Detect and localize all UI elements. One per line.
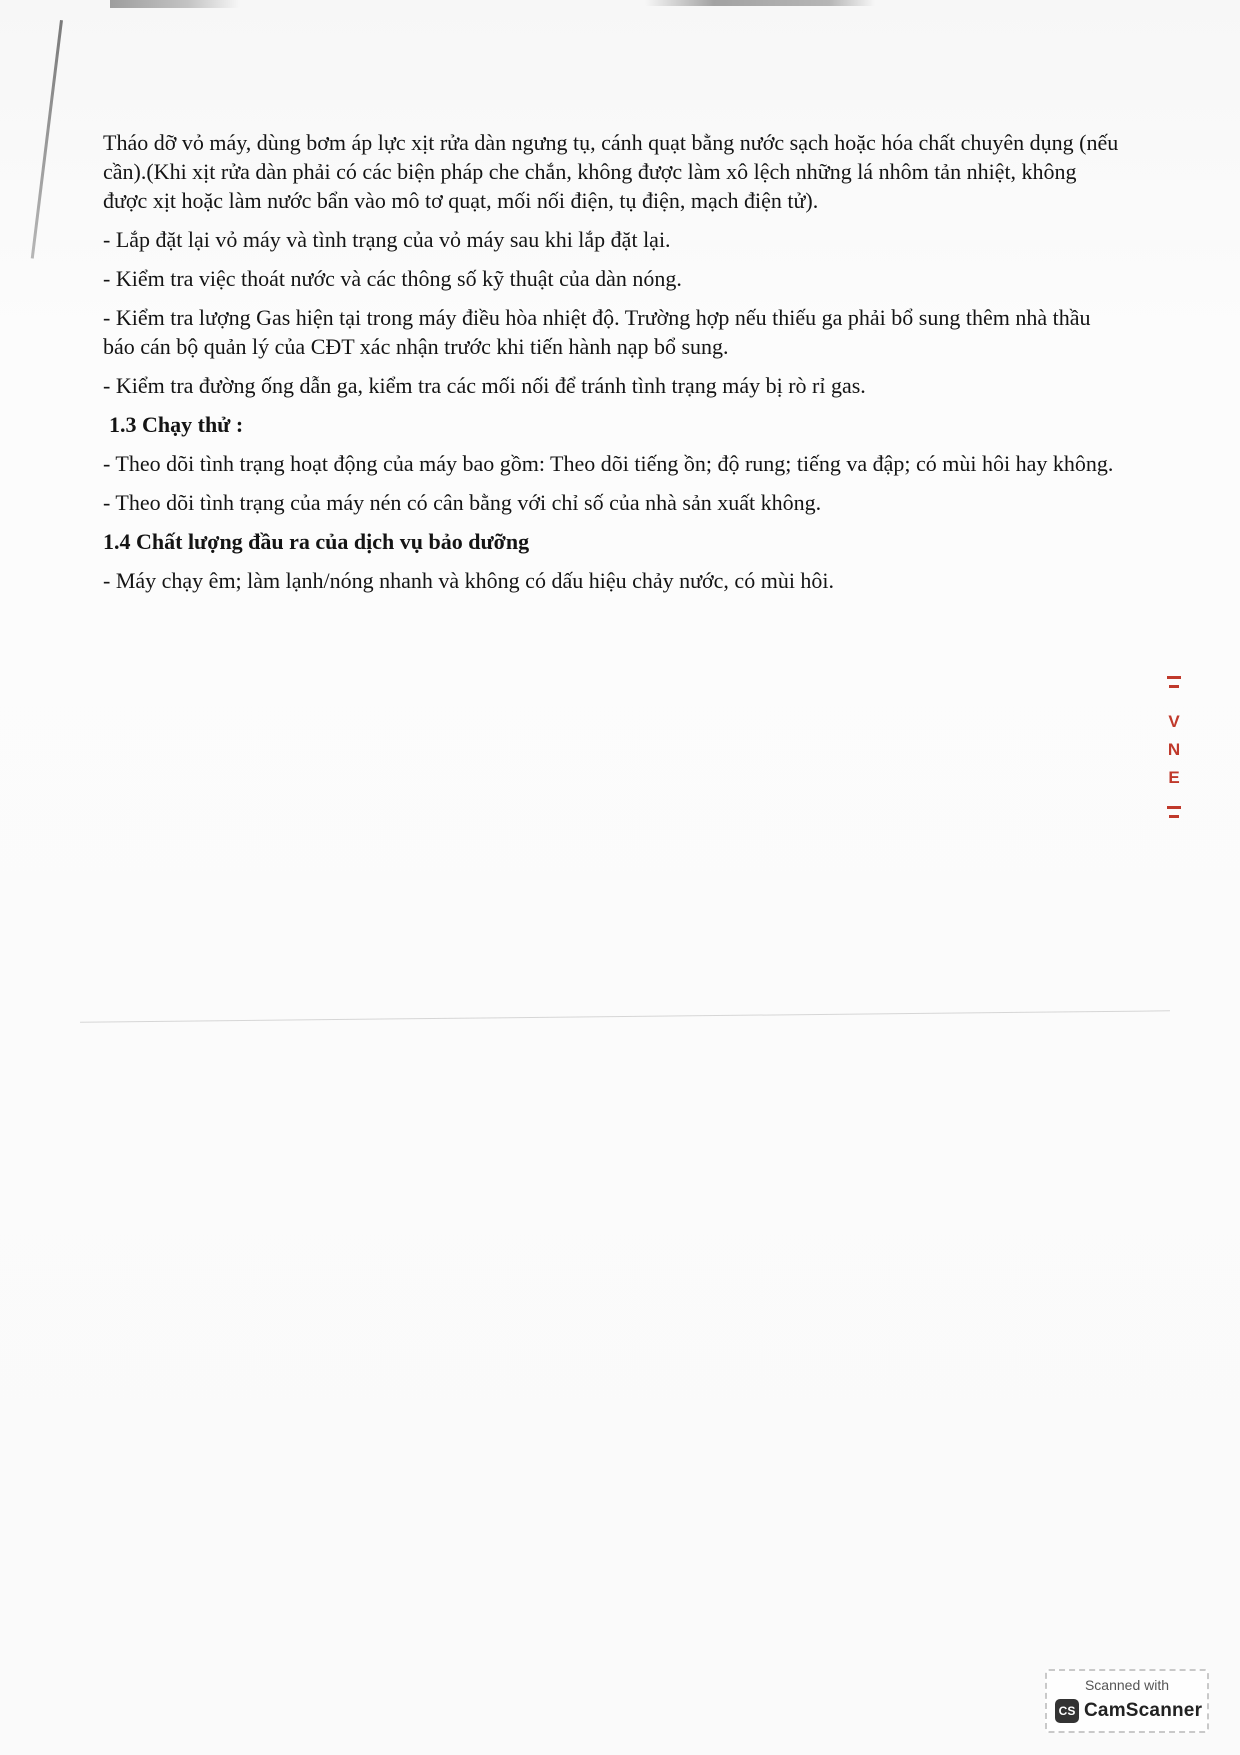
page-edge-shadow — [110, 0, 240, 8]
stamp-letter: E — [1168, 768, 1180, 787]
stamp-letter: N — [1167, 740, 1181, 759]
fold-line — [80, 1010, 1170, 1022]
page-edge-shadow-right — [645, 0, 875, 6]
camscanner-watermark — [1045, 1669, 1209, 1733]
watermark-caption: Scanned with — [1084, 1677, 1170, 1693]
watermark-brand: CamScanner — [1084, 1700, 1203, 1721]
list-item: - Theo dõi tình trạng của máy nén có cân bằng với chỉ số của nhà sản xuất không. — [103, 490, 822, 515]
list-item: - Kiểm tra đường ống dẫn ga, kiểm tra các mối nối để tránh tình trạng máy bị rò rỉ gas. — [103, 373, 866, 398]
stamp-letter: V — [1168, 712, 1180, 731]
stamp-mark — [1167, 806, 1181, 809]
camscanner-logo-icon: CS — [1055, 1699, 1079, 1723]
list-item: - Kiểm tra việc thoát nước và các thông số kỹ thuật của dàn nóng. — [103, 266, 682, 291]
stamp-mark — [1169, 685, 1179, 688]
list-item: - Lắp đặt lại vỏ máy và tình trạng của vỏ máy sau khi lắp đặt lại. — [103, 227, 671, 252]
section-heading-1-4: 1.4 Chất lượng đầu ra của dịch vụ bảo dưỡng — [103, 529, 530, 554]
section-heading-1-3: 1.3 Chạy thử : — [109, 412, 244, 437]
paragraph-intro: Tháo dỡ vỏ máy, dùng bơm áp lực xịt rửa dàn ngưng tụ, cánh quạt bằng nước sạch hoặc hóa chất chuyên dụng (nếu cần).(Khi xịt rửa dàn phải có các biện pháp che chắn, không được làm xô lệch những lá nhôm tản nhiệt, không được xịt hoặc làm nước bẩn vào mô tơ quạt, mối nối điện, tụ điện, mạch điện tử). — [103, 130, 1119, 213]
list-item: - Máy chạy êm; làm lạnh/nóng nhanh và không có dấu hiệu chảy nước, có mùi hôi. — [103, 568, 835, 593]
margin-pen-mark — [31, 20, 63, 259]
list-item: - Theo dõi tình trạng hoạt động của máy bao gồm: Theo dõi tiếng ồn; độ rung; tiếng va đập; có mùi hôi hay không. — [103, 451, 1114, 476]
red-stamp-edge — [1162, 676, 1186, 824]
stamp-mark — [1169, 815, 1179, 818]
list-item: - Kiểm tra lượng Gas hiện tại trong máy điều hòa nhiệt độ. Trường hợp nếu thiếu ga phải bổ sung thêm nhà thầu báo cán bộ quản lý của CĐT xác nhận trước khi tiến hành nạp bổ sung. — [103, 305, 1091, 359]
document-body — [103, 128, 1125, 605]
stamp-mark — [1167, 676, 1181, 679]
